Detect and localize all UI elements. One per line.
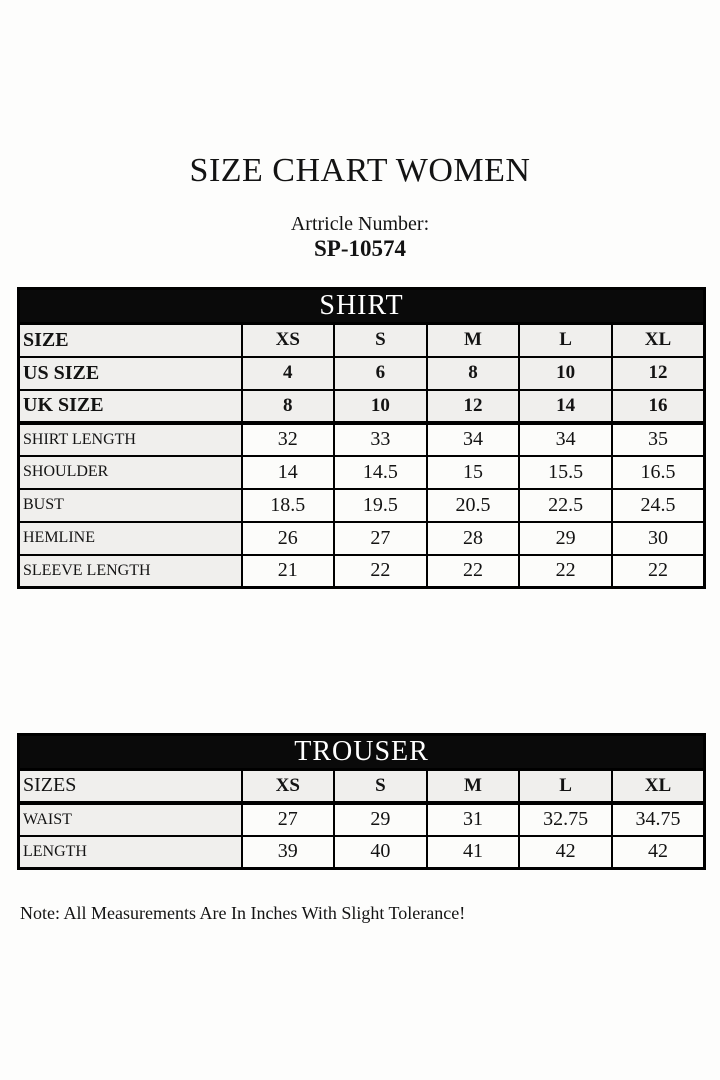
value-cell: 26 (242, 522, 335, 555)
article-number-value: SP-10574 (314, 236, 406, 261)
value-cell: 27 (242, 803, 335, 836)
row-label: SLEEVE LENGTH (19, 555, 242, 588)
table-row (19, 357, 705, 390)
value-cell: 41 (427, 836, 520, 869)
trouser-size-table (17, 733, 703, 870)
table-row (19, 456, 705, 489)
value-cell: XL (612, 770, 705, 803)
article-number-label: Artricle Number: (290, 213, 430, 235)
value-cell: 31 (427, 803, 520, 836)
value-cell: 33 (334, 423, 427, 456)
value-cell: 24.5 (612, 489, 705, 522)
row-label: LENGTH (19, 836, 242, 869)
value-cell: 28 (427, 522, 520, 555)
value-cell: 35 (612, 423, 705, 456)
shirt-table (17, 287, 706, 589)
value-cell: L (519, 770, 612, 803)
value-cell: 8 (427, 357, 520, 390)
row-label: SIZE (19, 324, 242, 357)
table-banner-row (19, 289, 705, 324)
value-cell: 32.75 (519, 803, 612, 836)
value-cell: 16.5 (612, 456, 705, 489)
value-cell: 22.5 (519, 489, 612, 522)
value-cell: 14 (242, 456, 335, 489)
value-cell: 10 (519, 357, 612, 390)
value-cell: XL (612, 324, 705, 357)
value-cell: M (427, 770, 520, 803)
row-label: HEMLINE (19, 522, 242, 555)
shirt-table-title: SHIRT (19, 289, 705, 324)
table-row (19, 803, 705, 836)
value-cell: XS (242, 770, 335, 803)
table-row (19, 489, 705, 522)
value-cell: 12 (612, 357, 705, 390)
value-cell: 22 (334, 555, 427, 588)
row-label: SIZES (19, 770, 242, 803)
value-cell: 22 (519, 555, 612, 588)
trouser-table-body (19, 770, 705, 869)
trouser-table-title: TROUSER (19, 735, 705, 770)
value-cell: 39 (242, 836, 335, 869)
row-label: SHOULDER (19, 456, 242, 489)
value-cell: 21 (242, 555, 335, 588)
page-title: SIZE CHART WOMEN (189, 152, 531, 189)
table-row (19, 770, 705, 803)
table-row (19, 324, 705, 357)
value-cell: 42 (519, 836, 612, 869)
value-cell: 42 (612, 836, 705, 869)
value-cell: M (427, 324, 520, 357)
table-row (19, 390, 705, 423)
value-cell: 8 (242, 390, 335, 423)
value-cell: 32 (242, 423, 335, 456)
value-cell: 27 (334, 522, 427, 555)
value-cell: S (334, 324, 427, 357)
value-cell: 16 (612, 390, 705, 423)
value-cell: 10 (334, 390, 427, 423)
table-row (19, 836, 705, 869)
row-label: BUST (19, 489, 242, 522)
value-cell: 15.5 (519, 456, 612, 489)
measurement-note: Note: All Measurements Are In Inches With Slight Tolerance! (20, 903, 466, 923)
value-cell: 22 (427, 555, 520, 588)
value-cell: 30 (612, 522, 705, 555)
table-row (19, 555, 705, 588)
value-cell: S (334, 770, 427, 803)
value-cell: 22 (612, 555, 705, 588)
row-label: US SIZE (19, 357, 242, 390)
value-cell: 14 (519, 390, 612, 423)
value-cell: 34.75 (612, 803, 705, 836)
table-row (19, 522, 705, 555)
row-label: UK SIZE (19, 390, 242, 423)
trouser-table (17, 733, 706, 870)
value-cell: 6 (334, 357, 427, 390)
value-cell: 34 (519, 423, 612, 456)
table-banner-row (19, 735, 705, 770)
value-cell: 12 (427, 390, 520, 423)
value-cell: XS (242, 324, 335, 357)
value-cell: 20.5 (427, 489, 520, 522)
value-cell: 34 (427, 423, 520, 456)
row-label: WAIST (19, 803, 242, 836)
row-label: SHIRT LENGTH (19, 423, 242, 456)
shirt-size-table (17, 287, 703, 589)
value-cell: 29 (519, 522, 612, 555)
value-cell: 18.5 (242, 489, 335, 522)
value-cell: 14.5 (334, 456, 427, 489)
value-cell: 4 (242, 357, 335, 390)
value-cell: L (519, 324, 612, 357)
value-cell: 29 (334, 803, 427, 836)
table-row (19, 423, 705, 456)
value-cell: 40 (334, 836, 427, 869)
value-cell: 19.5 (334, 489, 427, 522)
shirt-table-body (19, 324, 705, 588)
value-cell: 15 (427, 456, 520, 489)
